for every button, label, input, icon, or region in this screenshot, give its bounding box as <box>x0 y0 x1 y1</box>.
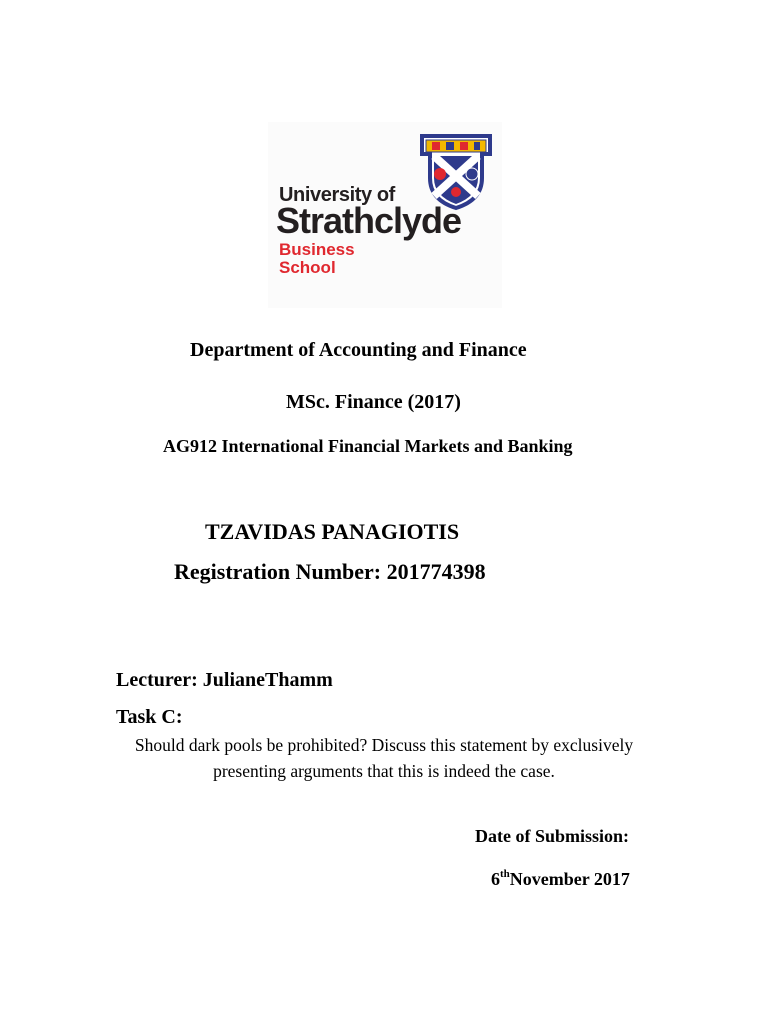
submission-day-suffix: th <box>500 868 510 880</box>
logo-text-university-of: University of <box>279 184 395 206</box>
logo-text-strathclyde: Strathclyde <box>276 200 462 241</box>
logo-text-school: School <box>279 258 336 277</box>
programme-title: MSc. Finance (2017) <box>286 391 461 413</box>
lecturer-name: Lecturer: JulianeThamm <box>116 669 333 691</box>
submission-month-year: November 2017 <box>509 869 630 889</box>
task-label: Task C: <box>116 706 183 728</box>
submission-date-label: Date of Submission: <box>475 826 630 846</box>
submission-date <box>491 869 630 890</box>
department-title: Department of Accounting and Finance <box>190 339 527 361</box>
student-name: TZAVIDAS PANAGIOTIS <box>205 519 460 544</box>
submission-day: 6 <box>491 869 500 889</box>
task-question: Should dark pools be prohibited? Discuss this statement by exclusively presenting arguments that this is indeed the case. <box>134 735 634 781</box>
logo-text-business: Business <box>279 240 355 259</box>
registration-number: Registration Number: 201774398 <box>174 559 486 584</box>
university-logo <box>268 122 502 308</box>
course-title: AG912 International Financial Markets and Banking <box>163 436 573 456</box>
